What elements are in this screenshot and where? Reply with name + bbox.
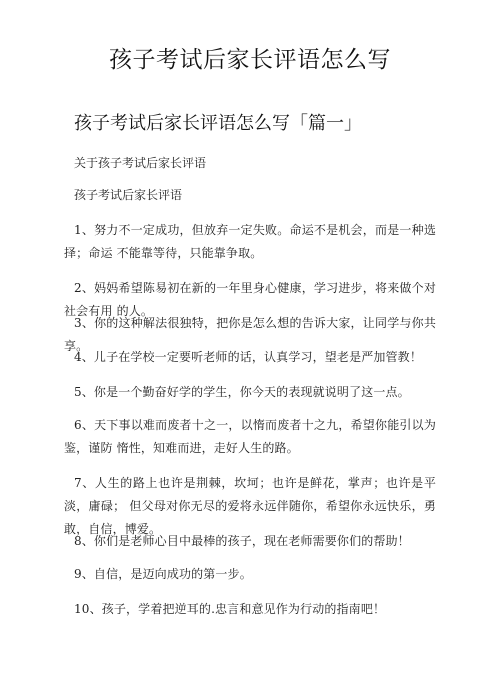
comment-item-9: 9、自信，是迈向成功的第一步。 xyxy=(74,567,252,581)
comment-item-10: 10、孩子，学着把逆耳的.忠言和意见作为行动的指南吧！ xyxy=(74,602,386,616)
comment-item-1: 1、努力不一定成功，但放弃一定失败。命运不是机会，而是一种选择；命运 不能靠等待，只能靠争取。 xyxy=(64,223,436,260)
subheading: 孩子考试后家长评语 xyxy=(74,188,183,202)
document-title: 孩子考试后家长评语怎么写 xyxy=(109,47,391,73)
comment-item-6: 6、天下事以难而废者十之一，以惰而废者十之九，希望你能引以为鉴，谨防 惰性，知难而进，走好人生的路。 xyxy=(64,418,436,455)
comment-item-7: 7、人生的路上也许是荆棘，坎坷；也许是鲜花，掌声；也许是平淡，庸碌； 但父母对你无尽的爱将永远伴随你，希望你永远快乐，勇敢，自信，博爱。 xyxy=(64,476,436,536)
comment-item-5: 5、你是一个勤奋好学的学生，你今天的表现就说明了这一点。 xyxy=(74,385,410,399)
comment-item-3: 3、你的这种解法很独特，把你是怎么想的告诉大家，让同学与你共享。 xyxy=(64,316,436,353)
comment-item-2: 2、妈妈希望陈易初在新的一年里身心健康，学习进步，将来做个对社会有用 的人。 xyxy=(64,281,436,318)
comment-item-8: 8、你们是老师心目中最棒的孩子，现在老师需要你们的帮助！ xyxy=(74,534,410,548)
comment-item-4: 4、儿子在学校一定要听老师的话，认真学习，望老是严加管教！ xyxy=(74,350,422,364)
intro-line: 关于孩子考试后家长评语 xyxy=(74,156,207,170)
section-title: 孩子考试后家长评语怎么写「篇一」 xyxy=(74,113,362,134)
